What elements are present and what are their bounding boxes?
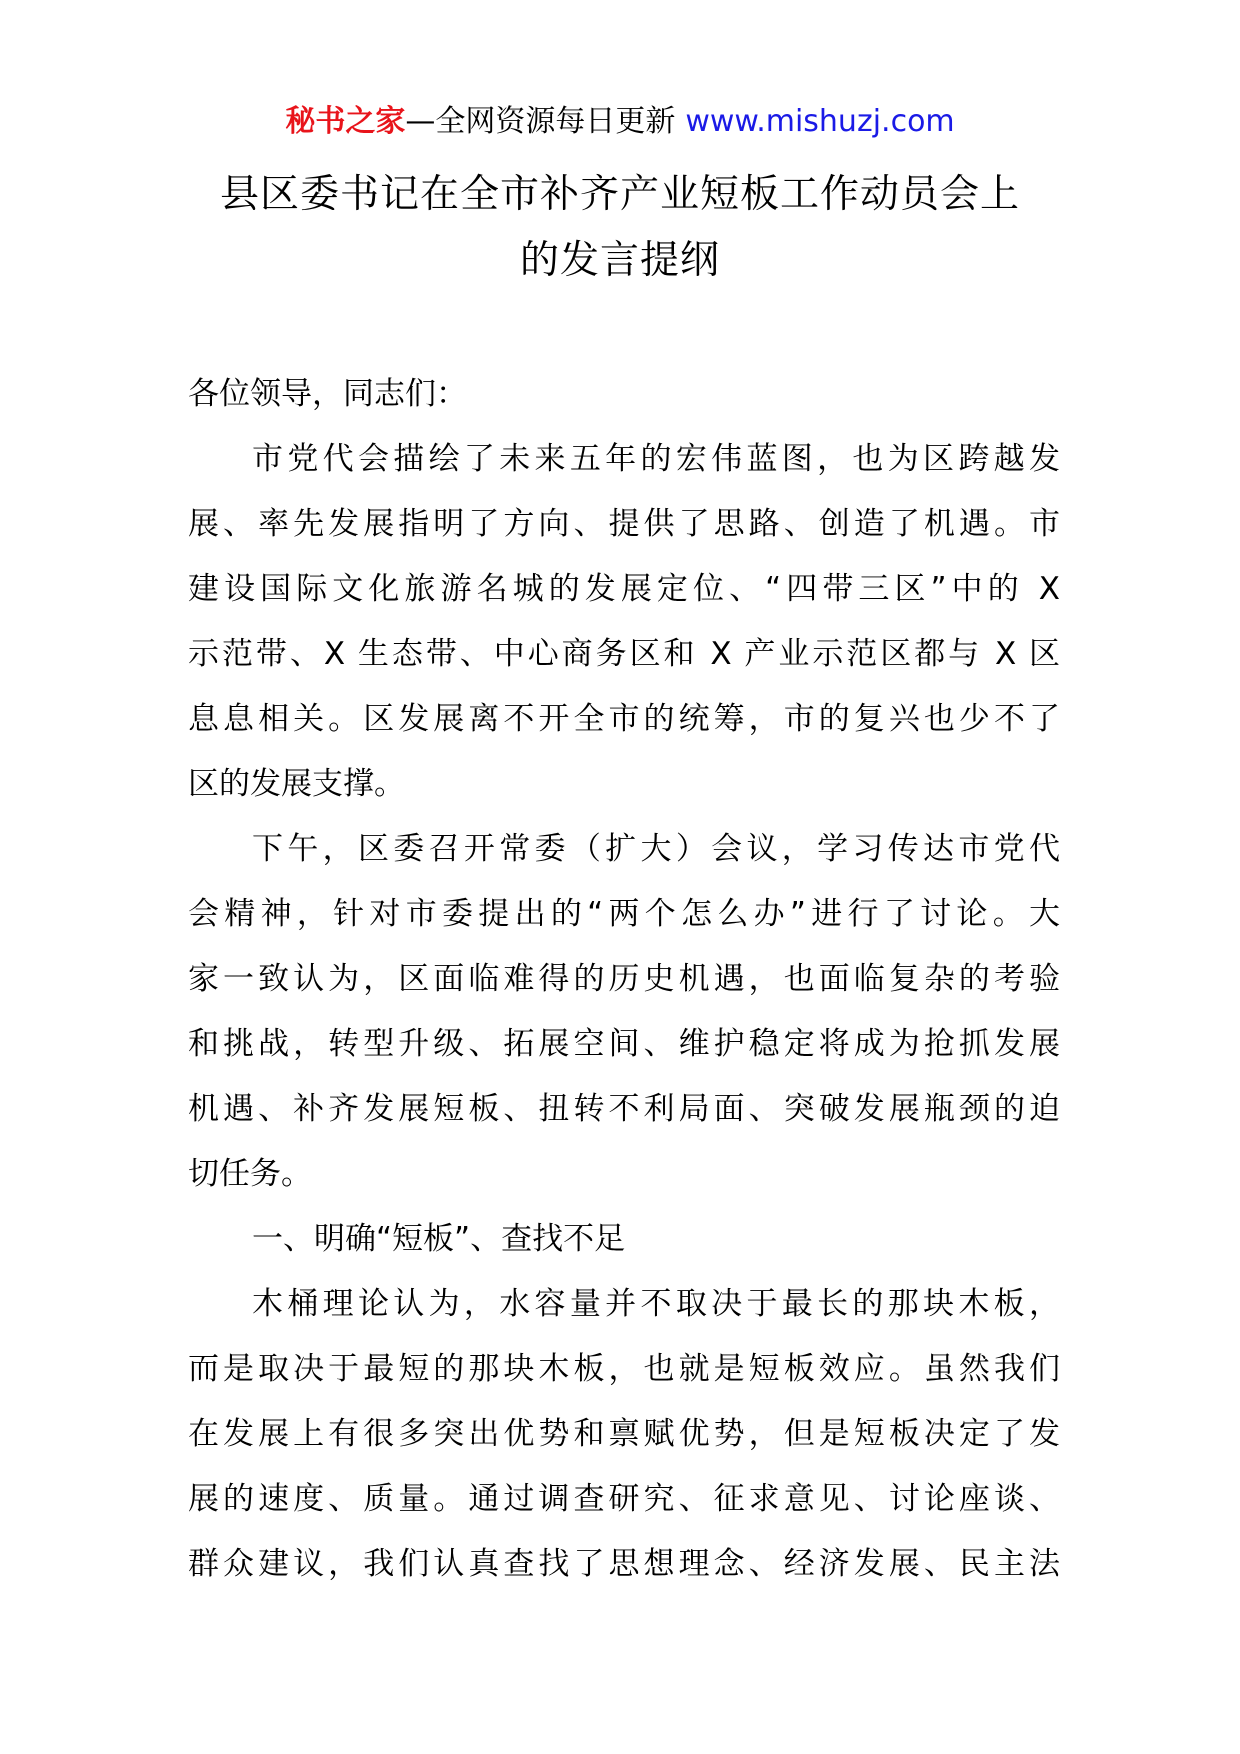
- document-body: [188, 362, 1060, 1597]
- paragraph-line: 展、率先发展指明了方向、提供了思路、创造了机遇。市: [188, 506, 1060, 542]
- paragraph-line: 息息相关。区发展离不开全市的统筹，市的复兴也少不了: [188, 701, 1060, 737]
- brand-name: 秘书之家: [285, 104, 406, 139]
- section-heading-1: 一、明确“短板”、查找不足: [252, 1221, 626, 1257]
- header-slogan: —全网资源每日更新: [405, 104, 676, 139]
- paragraph-line: 下午，区委召开常委（扩大）会议，学习传达市党代: [252, 831, 1060, 867]
- salutation: 各位领导，同志们：: [188, 376, 467, 412]
- paragraph-1: [188, 427, 1060, 817]
- site-header: [0, 100, 1240, 144]
- paragraph-line: 木桶理论认为，水容量并不取决于最长的那块木板，: [252, 1286, 1060, 1322]
- paragraph-line: 示范带、X 生态带、中心商务区和 X 产业示范区都与 X 区: [188, 636, 1060, 672]
- paragraph-3: [188, 1272, 1060, 1597]
- paragraph-line: 机遇、补齐发展短板、扭转不利局面、突破发展瓶颈的迫: [188, 1091, 1060, 1127]
- title-line-2: 的发言提纲: [519, 238, 720, 283]
- document-title: [140, 162, 1100, 294]
- paragraph-line: 在发展上有很多突出优势和禀赋优势，但是短板决定了发: [188, 1416, 1060, 1452]
- paragraph-2: [188, 817, 1060, 1207]
- paragraph-line: 切任务。: [188, 1156, 312, 1192]
- title-line-1: 县区委书记在全市补齐产业短板工作动员会上: [219, 172, 1020, 217]
- site-url[interactable]: www.mishuzj.com: [685, 104, 955, 139]
- paragraph-line: 家一致认为，区面临难得的历史机遇，也面临复杂的考验: [188, 961, 1060, 997]
- paragraph-line: 群众建议，我们认真查找了思想理念、经济发展、民主法: [188, 1546, 1060, 1582]
- paragraph-line: 建设国际文化旅游名城的发展定位、“四带三区”中的 X: [188, 571, 1060, 607]
- paragraph-line: 展的速度、质量。通过调查研究、征求意见、讨论座谈、: [188, 1481, 1060, 1517]
- paragraph-line: 和挑战，转型升级、拓展空间、维护稳定将成为抢抓发展: [188, 1026, 1060, 1062]
- paragraph-line: 市党代会描绘了未来五年的宏伟蓝图，也为区跨越发: [252, 441, 1060, 477]
- paragraph-line: 而是取决于最短的那块木板，也就是短板效应。虽然我们: [188, 1351, 1060, 1387]
- paragraph-line: 会精神，针对市委提出的“两个怎么办”进行了讨论。大: [188, 896, 1060, 932]
- paragraph-line: 区的发展支撑。: [188, 766, 405, 802]
